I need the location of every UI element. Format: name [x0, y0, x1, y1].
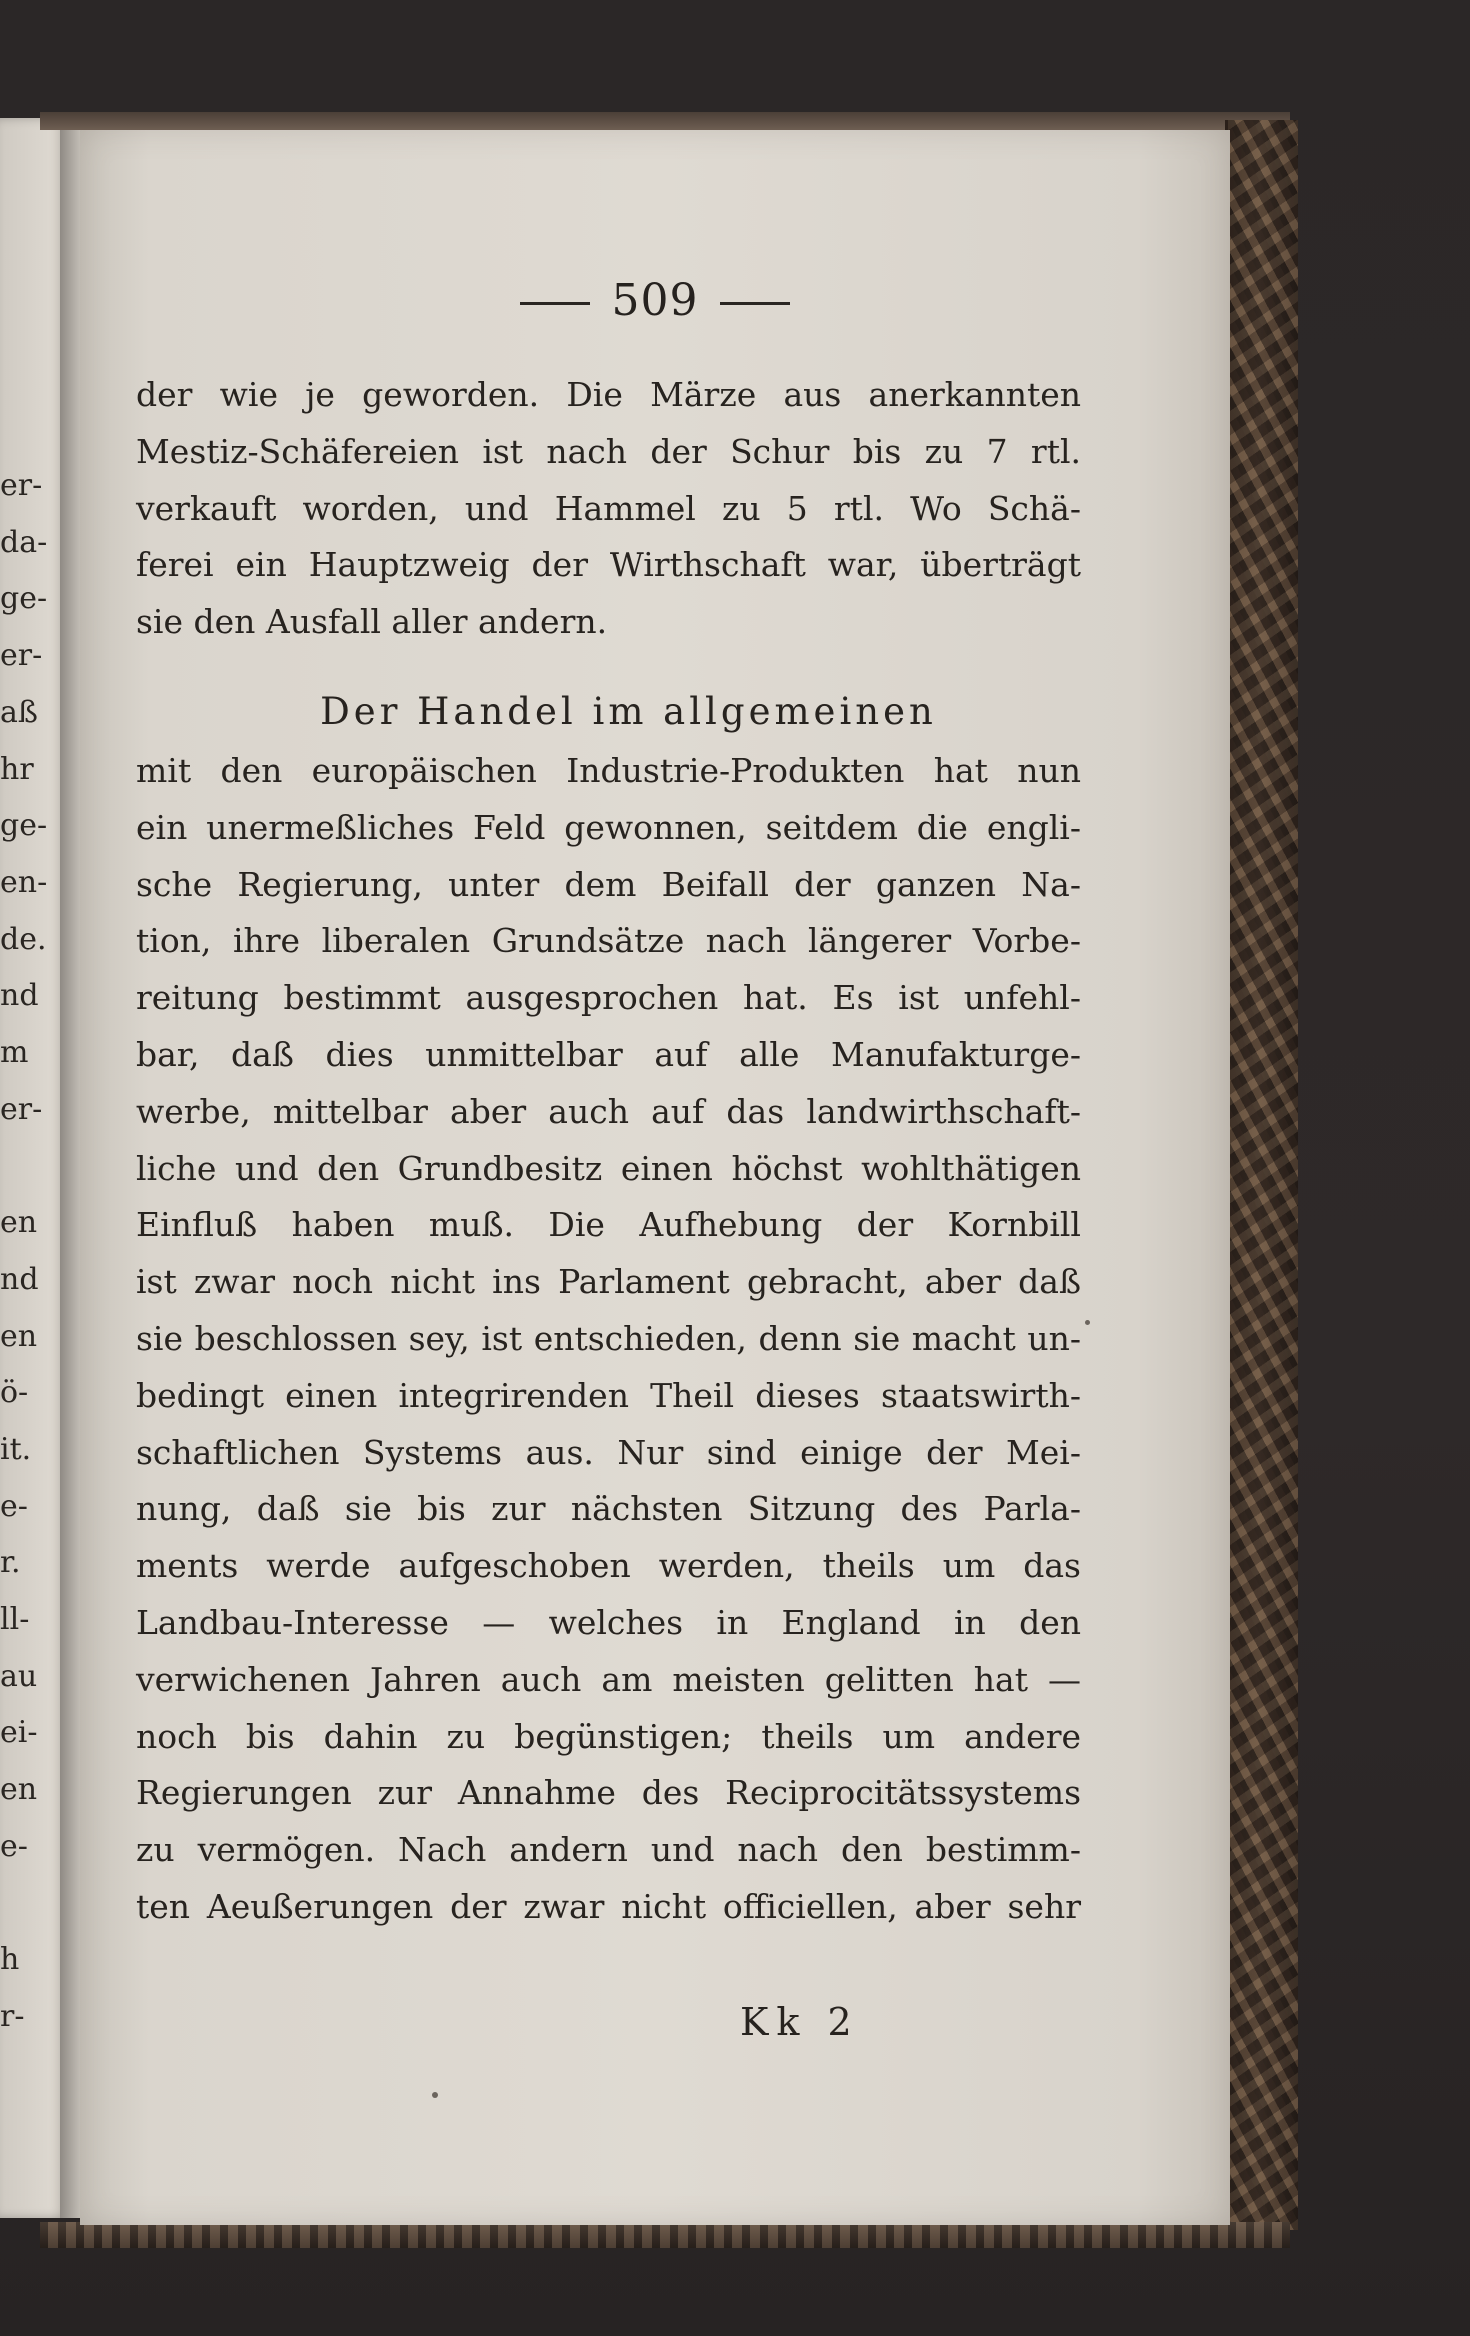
- fragment-text: h: [0, 1942, 20, 1978]
- fragment-text: m: [0, 1035, 29, 1071]
- fragment-text: ö-: [0, 1375, 29, 1411]
- text-line: schaftlichen Systems aus. Nur sind einige der Mei-: [136, 1432, 1081, 1472]
- text-line: bar, daß dies unmittelbar auf alle Manufakturge-: [136, 1034, 1081, 1074]
- fragment-text: er-: [0, 638, 43, 674]
- text-line: der wie je geworden. Die Märze aus anerkannten: [136, 375, 1081, 414]
- page-text: [136, 367, 1081, 1936]
- book-page: [80, 130, 1230, 2225]
- signature-mark: Kk 2: [740, 2000, 860, 2044]
- fragment-text: en-: [0, 864, 48, 900]
- text-line: ferei ein Hauptzweig der Wirthschaft war, überträgt: [136, 545, 1081, 585]
- text-line: ten Aeußerungen der zwar nicht officiellen, aber sehr: [136, 1886, 1081, 1926]
- cover-bottom-edge: [40, 2222, 1290, 2248]
- fragment-text: r.: [0, 1545, 21, 1581]
- fragment-text: er-: [0, 1091, 43, 1127]
- fragment-text: [0, 1876, 40, 1933]
- text-line: noch bis dahin zu begünstigen; theils um andere: [136, 1716, 1081, 1756]
- fragment-text: hr: [0, 751, 34, 787]
- paragraph-1: [136, 367, 1081, 651]
- text-line: ein unermeßliches Feld gewonnen, seitdem die engli-: [136, 807, 1081, 847]
- text-line: ments werde aufgeschoben werden, theils um das: [136, 1546, 1081, 1586]
- fragment-text: en: [0, 1318, 38, 1354]
- fragment-text: au: [0, 1658, 38, 1694]
- text-line: ist zwar noch nicht ins Parlament gebracht, aber daß: [136, 1262, 1081, 1302]
- text-line: verwichenen Jahren auch am meisten gelitten hat —: [136, 1659, 1081, 1699]
- text-line: sche Regierung, unter dem Beifall der ganzen Na-: [136, 864, 1081, 904]
- text-line: sie beschlossen sey, ist entschieden, denn sie macht un-: [136, 1318, 1081, 1358]
- fragment-text: ge-: [0, 581, 48, 617]
- text-line: mit den europäischen Industrie-Produkten hat nun: [136, 750, 1081, 790]
- fragment-text: nd: [0, 1261, 39, 1297]
- fragment-text: ll-: [0, 1602, 30, 1638]
- fragment-text: en: [0, 1772, 38, 1808]
- fragment-text: er-: [0, 468, 43, 503]
- text-line: verkauft worden, und Hammel zu 5 rtl. Wo Schä-: [136, 488, 1081, 528]
- fragment-text: en: [0, 1205, 38, 1241]
- header-dash-right: [720, 302, 790, 305]
- text-line: sie den Ausfall aller andern.: [136, 602, 608, 642]
- text-line: Mestiz-Schäfereien ist nach der Schur bis zu 7 rtl.: [136, 431, 1081, 471]
- text-line: tion, ihre liberalen Grundsätze nach längerer Vorbe-: [136, 921, 1081, 961]
- page-number: 509: [611, 275, 699, 326]
- text-line: Landbau-Interesse — welches in England in den: [136, 1602, 1081, 1642]
- text-line: Regierungen zur Annahme des Reciprocitätssystems: [136, 1773, 1081, 1813]
- fragment-text: da-: [0, 524, 48, 560]
- marbled-cover-edge: [1225, 120, 1298, 2230]
- text-line: liche und den Grundbesitz einen höchst wohlthätigen: [136, 1148, 1081, 1188]
- paper-speck: [1085, 1320, 1090, 1325]
- fragment-text: ei-: [0, 1715, 38, 1751]
- fragment-text: ge-: [0, 808, 48, 844]
- fragment-text: de.: [0, 921, 47, 957]
- paragraph-2: [136, 743, 1081, 1936]
- fragment-text: [0, 1138, 40, 1195]
- paper-speck: [432, 2092, 438, 2098]
- header-dash-left: [520, 302, 590, 305]
- fragment-text: nd: [0, 978, 39, 1014]
- cover-top-edge: [40, 112, 1290, 130]
- text-line: werbe, mittelbar aber auch auf das landwirthschaft-: [136, 1091, 1081, 1131]
- page-header: [80, 275, 1230, 326]
- fragment-text: it.: [0, 1431, 32, 1467]
- text-line: bedingt einen integrirenden Theil dieses staatswirth-: [136, 1375, 1081, 1415]
- text-line: Einfluß haben muß. Die Aufhebung der Kornbill: [136, 1205, 1081, 1245]
- previous-page-text-fragments: [0, 458, 48, 2046]
- section-heading: Der Handel im allgemeinen: [320, 689, 937, 733]
- fragment-text: aß: [0, 694, 38, 730]
- text-line: zu vermögen. Nach andern und nach den bestimm-: [136, 1830, 1081, 1870]
- fragment-text: r-: [0, 1998, 25, 2034]
- fragment-text: e-: [0, 1828, 28, 1864]
- fragment-text: e-: [0, 1488, 28, 1524]
- text-line: nung, daß sie bis zur nächsten Sitzung des Parla-: [136, 1489, 1081, 1529]
- text-line: reitung bestimmt ausgesprochen hat. Es ist unfehl-: [136, 978, 1081, 1018]
